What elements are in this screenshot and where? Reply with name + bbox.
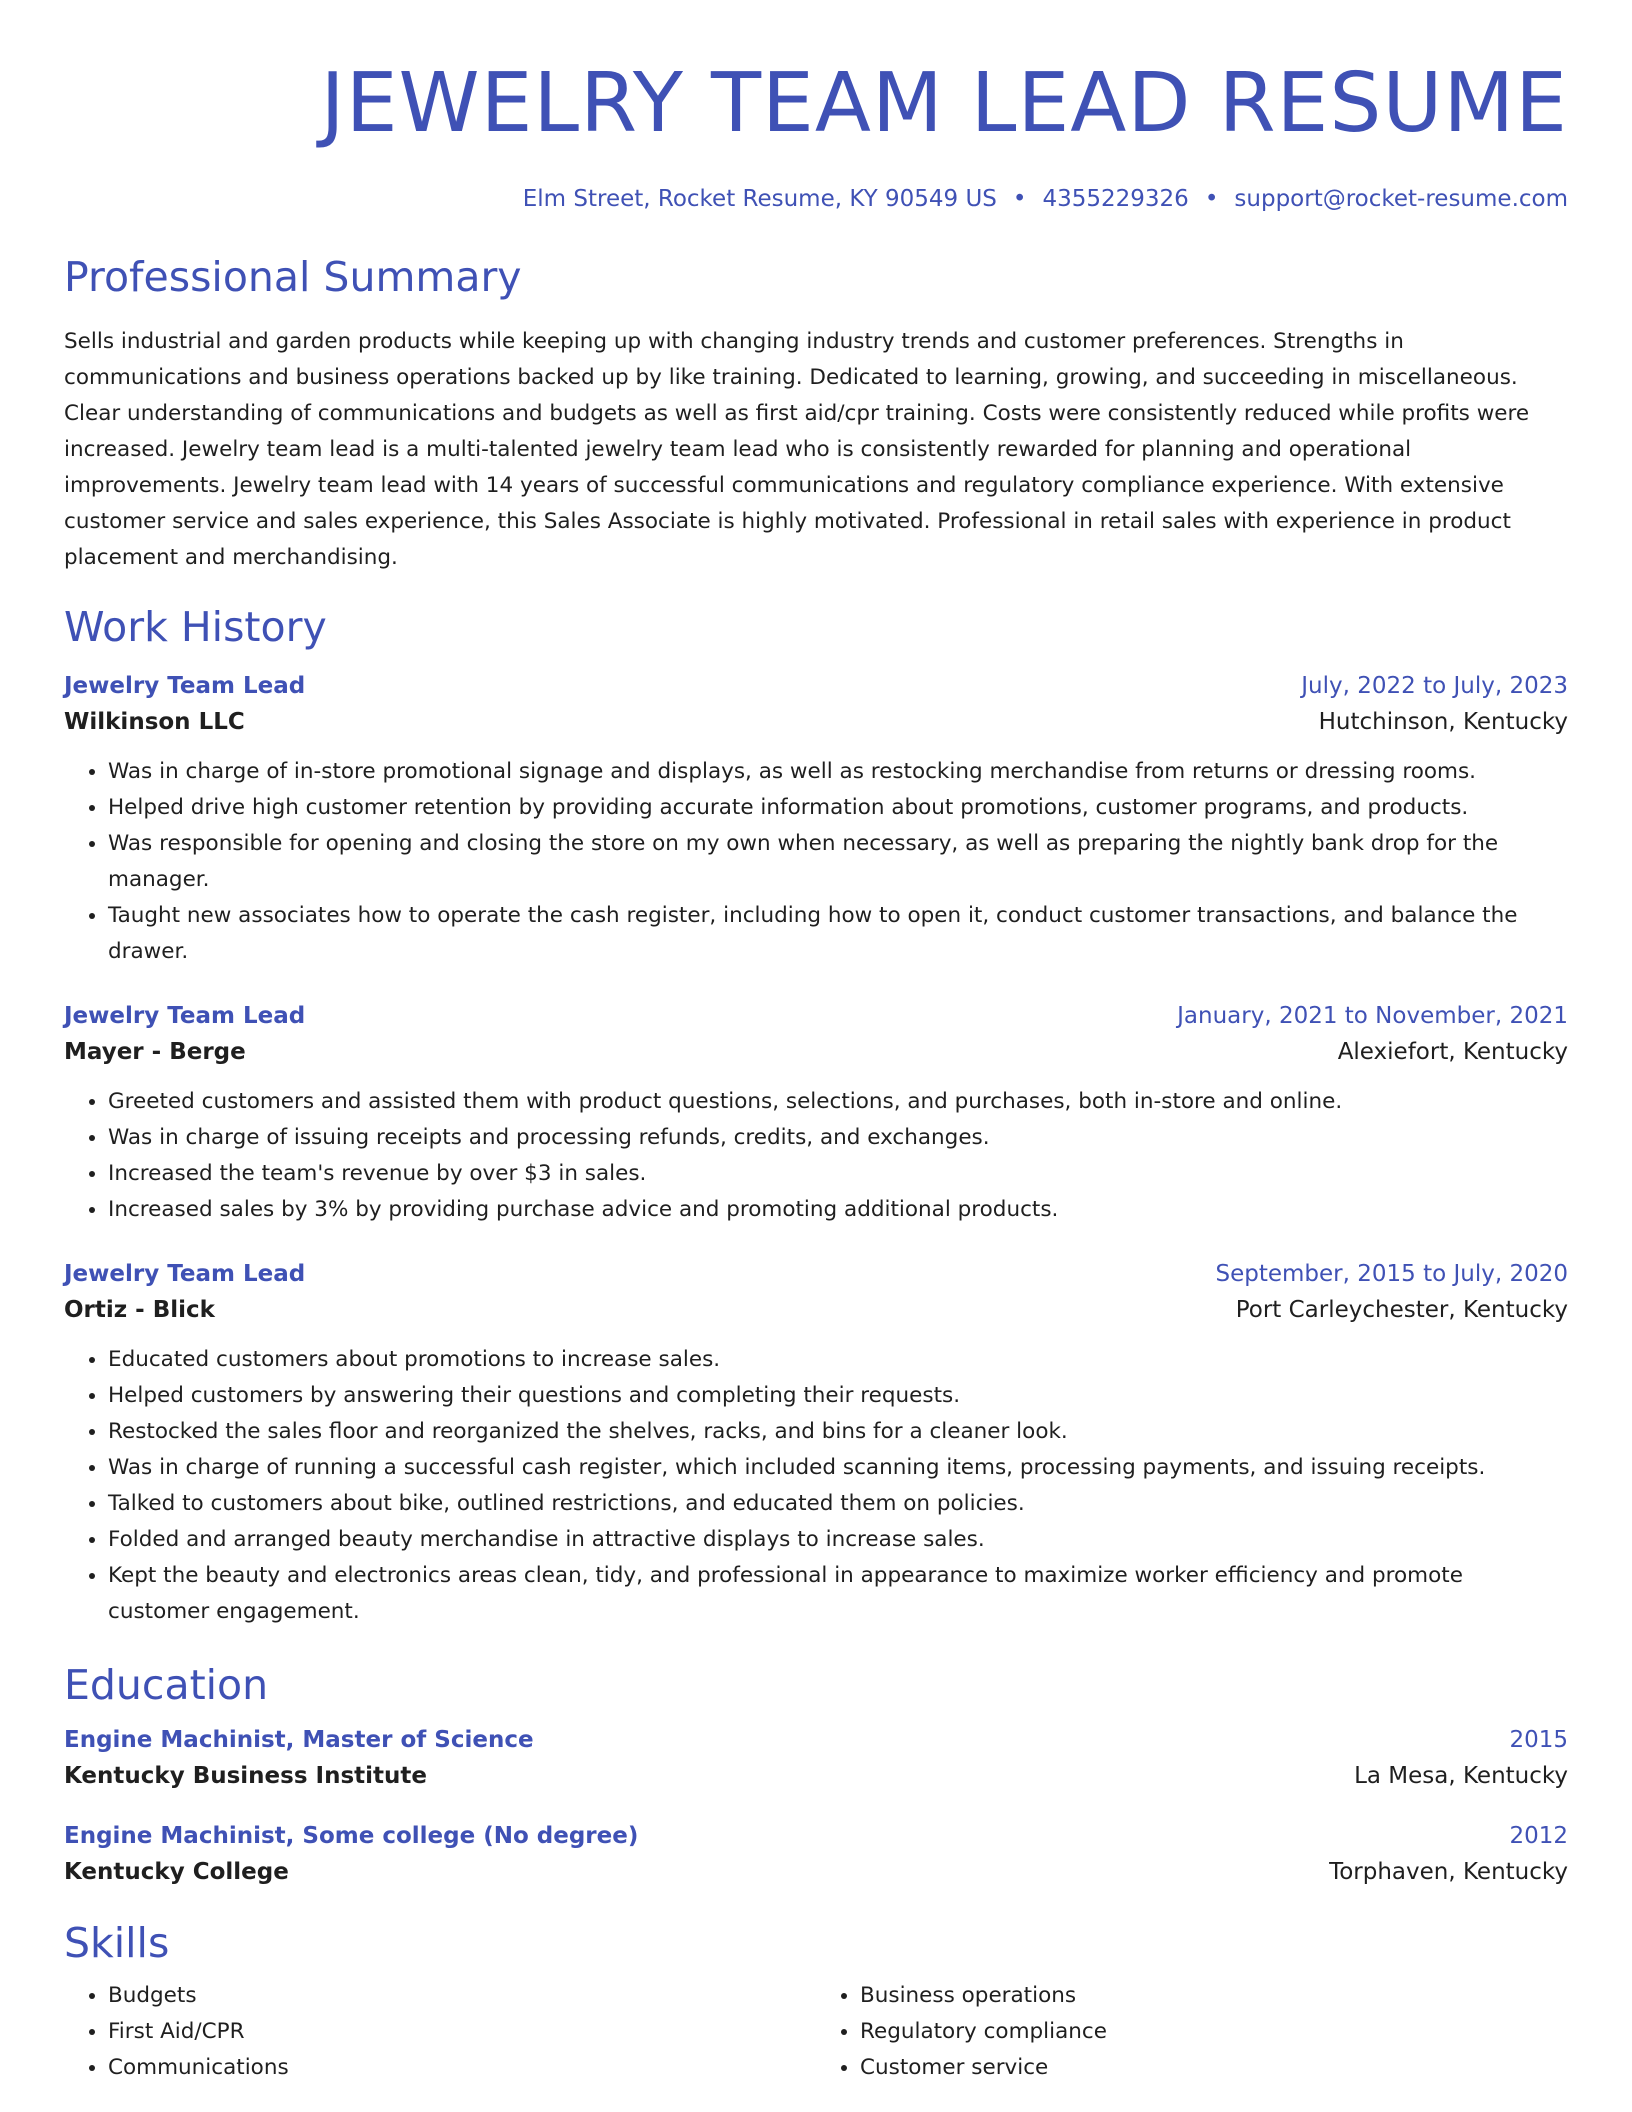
job-bullet: • Talked to customers about bike, outlined restrictions, and educated them on policies. (108, 1486, 1568, 1522)
education-entry (64, 1820, 1568, 1892)
education-year: 2015 (1509, 1727, 1568, 1753)
skills-column-right (816, 1978, 1568, 2086)
summary-text: Sells industrial and garden products while keeping up with changing industry trends and customer preferences. Strengths in communications and business operations backed up by like training. Dedicated to learning, growing, and succeeding in miscellaneous. Clear understanding of communications and budgets as well as first aid/cpr training. Costs were consistently reduced while profits were increased. Jewelry team lead is a multi-talented jewelry team lead who is consistently rewarded for planning and operational improvements. Jewelry team lead with 14 years of successful communications and regulatory compliance experience. With extensive customer service and sales experience, this Sales Associate is highly motivated. Professional in retail sales with experience in product placement and merchandising. (64, 329, 1530, 570)
skills-column-left (64, 1978, 816, 2086)
skill-item: • Customer service (860, 2050, 1568, 2086)
job-entry (64, 670, 1568, 970)
education-location: Torphaven, Kentucky (1329, 1859, 1568, 1885)
job-bullet: • Kept the beauty and electronics areas clean, tidy, and professional in appearance to maximize worker efficiency and promote customer engagement. (108, 1558, 1568, 1630)
job-dates: January, 2021 to November, 2021 (1177, 1003, 1568, 1029)
job-location: Alexiefort, Kentucky (1337, 1039, 1568, 1065)
job-bullet: • Restocked the sales floor and reorganized the shelves, racks, and bins for a cleaner look. (108, 1414, 1568, 1450)
job-location: Port Carleychester, Kentucky (1235, 1297, 1568, 1323)
education-location: La Mesa, Kentucky (1354, 1763, 1568, 1789)
job-entry (64, 1258, 1568, 1630)
skill-item: • First Aid/CPR (108, 2014, 816, 2050)
job-bullet: • Folded and arranged beauty merchandise in attractive displays to increase sales. (108, 1522, 1568, 1558)
section-title-education: Education (64, 1661, 269, 1709)
education-entry (64, 1724, 1568, 1796)
contact-phone: 4355229326 (1042, 186, 1189, 212)
job-bullets (64, 1342, 1568, 1630)
contact-line (64, 184, 1568, 214)
education-school: Kentucky Business Institute (64, 1763, 427, 1789)
job-company: Wilkinson LLC (64, 709, 245, 735)
job-company: Ortiz - Blick (64, 1297, 215, 1323)
contact-address: Elm Street, Rocket Resume, KY 90549 US (522, 186, 997, 212)
skills-list (64, 1978, 1568, 2086)
job-bullet: • Educated customers about promotions to increase sales. (108, 1342, 1568, 1378)
education-school: Kentucky College (64, 1859, 289, 1885)
job-title: Jewelry Team Lead (64, 1261, 306, 1287)
job-bullet: • Helped drive high customer retention by providing accurate information about promotions, customer programs, and products. (108, 790, 1568, 826)
contact-separator: • (1012, 186, 1027, 212)
job-title: Jewelry Team Lead (64, 673, 306, 699)
section-title-work-history: Work History (64, 603, 327, 651)
resume-header (64, 56, 1568, 214)
skill-item: • Budgets (108, 1978, 816, 2014)
contact-email: support@rocket-resume.com (1234, 186, 1568, 212)
education-degree: Engine Machinist, Some college (No degree) (64, 1823, 639, 1849)
skill-item: • Business operations (860, 1978, 1568, 2014)
job-bullet: • Increased the team's revenue by over $3 in sales. (108, 1156, 1568, 1192)
job-bullet: • Greeted customers and assisted them with product questions, selections, and purchases, both in-store and online. (108, 1084, 1568, 1120)
job-bullet: • Was in charge of issuing receipts and processing refunds, credits, and exchanges. (108, 1120, 1568, 1156)
job-title: Jewelry Team Lead (64, 1003, 306, 1029)
job-dates: September, 2015 to July, 2020 (1215, 1261, 1568, 1287)
job-location: Hutchinson, Kentucky (1318, 709, 1568, 735)
job-bullet: • Was in charge of running a successful cash register, which included scanning items, processing payments, and issuing receipts. (108, 1450, 1568, 1486)
resume-title: JEWELRY TEAM LEAD RESUME (320, 56, 1568, 151)
education-year: 2012 (1509, 1823, 1568, 1849)
job-bullets (64, 754, 1568, 970)
skill-item: • Regulatory compliance (860, 2014, 1568, 2050)
section-title-skills: Skills (64, 1919, 170, 1967)
job-dates: July, 2022 to July, 2023 (1301, 673, 1568, 699)
job-bullet: • Helped customers by answering their questions and completing their requests. (108, 1378, 1568, 1414)
education-degree: Engine Machinist, Master of Science (64, 1727, 534, 1753)
section-title-summary: Professional Summary (64, 253, 522, 301)
job-bullet: • Taught new associates how to operate the cash register, including how to open it, conduct customer transactions, and balance the drawer. (108, 898, 1568, 970)
job-bullet: • Was responsible for opening and closing the store on my own when necessary, as well as preparing the nightly bank drop for the manager. (108, 826, 1568, 898)
job-bullet: • Increased sales by 3% by providing purchase advice and promoting additional products. (108, 1192, 1568, 1228)
job-company: Mayer - Berge (64, 1039, 246, 1065)
job-bullet: • Was in charge of in-store promotional signage and displays, as well as restocking merchandise from returns or dressing rooms. (108, 754, 1568, 790)
job-bullets (64, 1084, 1568, 1228)
contact-separator: • (1204, 186, 1219, 212)
skill-item: • Communications (108, 2050, 816, 2086)
job-entry (64, 1000, 1568, 1228)
